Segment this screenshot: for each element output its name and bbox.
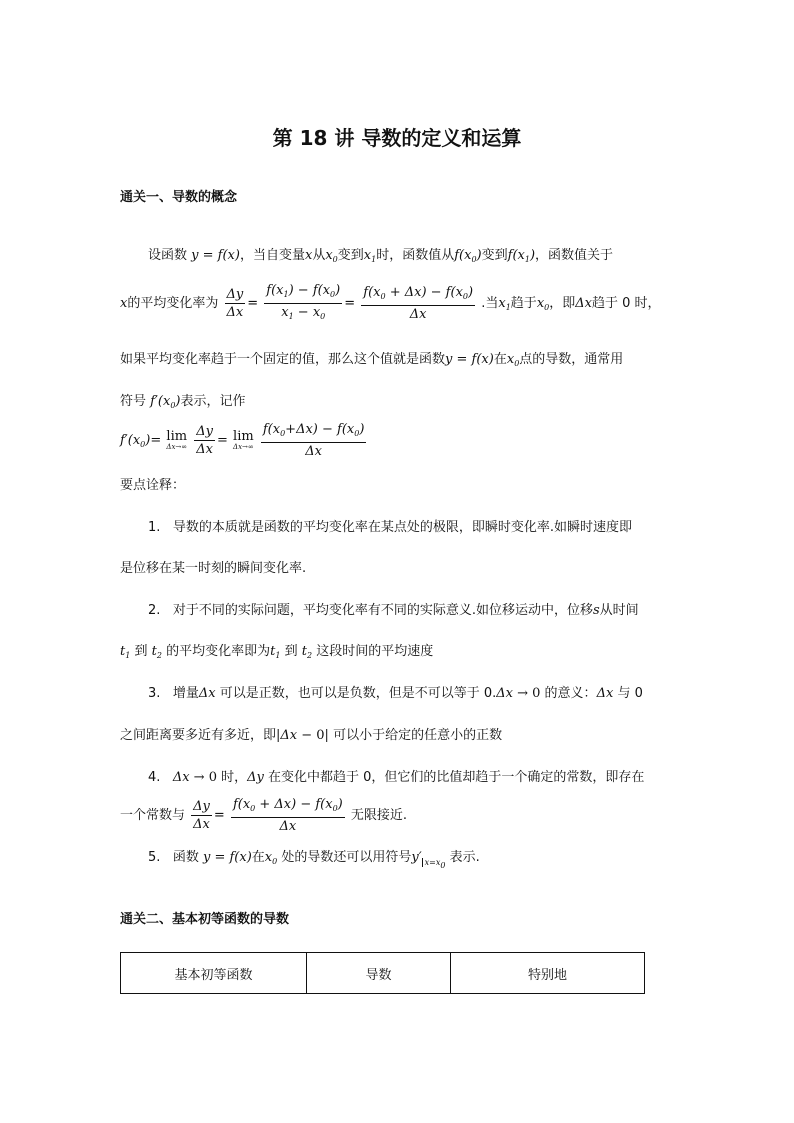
page-title: 第 18 讲 导数的定义和运算 (272, 126, 522, 150)
note-2-line-1: 2. 对于不同的实际问题，平均变化率有不同的实际意义.如位移运动中，位移s从时间 (148, 603, 639, 618)
note-1-line-2: 是位移在某一时刻的瞬间变化率. (120, 561, 307, 576)
table-header-cell: 特别地 (451, 953, 645, 994)
note-4-line-1: 4. Δx → 0 时，Δy 在变化中都趋于 0，但它们的比值却趋于一个确定的常数，即存在 (148, 770, 645, 785)
note-3-line-2: 之间距离要多近有多近，即|Δx − 0| 可以小于给定的任意小的正数 (120, 728, 503, 743)
para-definition-line-1: 设函数 y = f(x)，当自变量x从$x_0$变到$x_1$时，函数值从$f(x_0)$变到$f(x_1)$，函数值关于 (148, 248, 614, 264)
section-2-heading: 通关二、基本初等函数的导数 (120, 912, 290, 927)
note-5-line-1: 5. 函数 y = f(x)在$x_0$ 处的导数还可以用符号y′ $_{x=x_0}$ 表示. (148, 850, 480, 870)
notes-label: 要点诠释： (120, 478, 186, 493)
note-3-line-1: 3. 增量Δx 可以是正数，也可以是负数，但是不可以等于 0.Δx → 0 的意义：Δx 与 0 (148, 686, 643, 701)
derivative-table (120, 952, 645, 994)
derivative-limit-formula: $f'(x_0)=$ lim Δx→∞ $\frac{\Delta y}{\Delta x}$ = lim Δx→∞ $\frac{f(x_0+\Delta x) - f(x_0)}{\Delta x}$ (120, 422, 365, 459)
para-definition-line-4: 符号 $f'(x_0)$表示，记作 (120, 394, 246, 410)
note-4-line-2: 一个常数与 $\frac{\Delta y}{\Delta x}$ = $\frac{f(x_0 + \Delta x) - f(x_0)}{\Delta x}$ 无限接近. (120, 797, 408, 834)
table-header-row (121, 953, 645, 994)
para-definition-line-3: 如果平均变化率趋于一个固定的值，那么这个值就是函数y = f(x)在$x_0$点的导数，通常用 (120, 352, 624, 368)
table-header-cell: 基本初等函数 (121, 953, 307, 994)
table-header-cell: 导数 (307, 953, 451, 994)
section-1-heading: 通关一、导数的概念 (120, 190, 238, 205)
note-1-line-1: 1. 导数的本质就是函数的平均变化率在某点处的极限，即瞬时变化率.如瞬时速度即 (148, 520, 632, 535)
note-2-line-2: $t_1$ 到 $t_2$ 的平均变化率即为$t_1$ 到 $t_2$ 这段时间的平均速度 (120, 644, 434, 660)
para-definition-line-2: x的平均变化率为 $\frac{\Delta y}{\Delta x}$ = $\frac{f(x_1) - f(x_0)}{x_1 - x_0}$ = $\frac{f(x_0 + \Delta x) - f(x_0)}{\Delta x}$ .当$x_1$趋于$x_0$，即Δx趋于 0 时， (120, 283, 661, 322)
